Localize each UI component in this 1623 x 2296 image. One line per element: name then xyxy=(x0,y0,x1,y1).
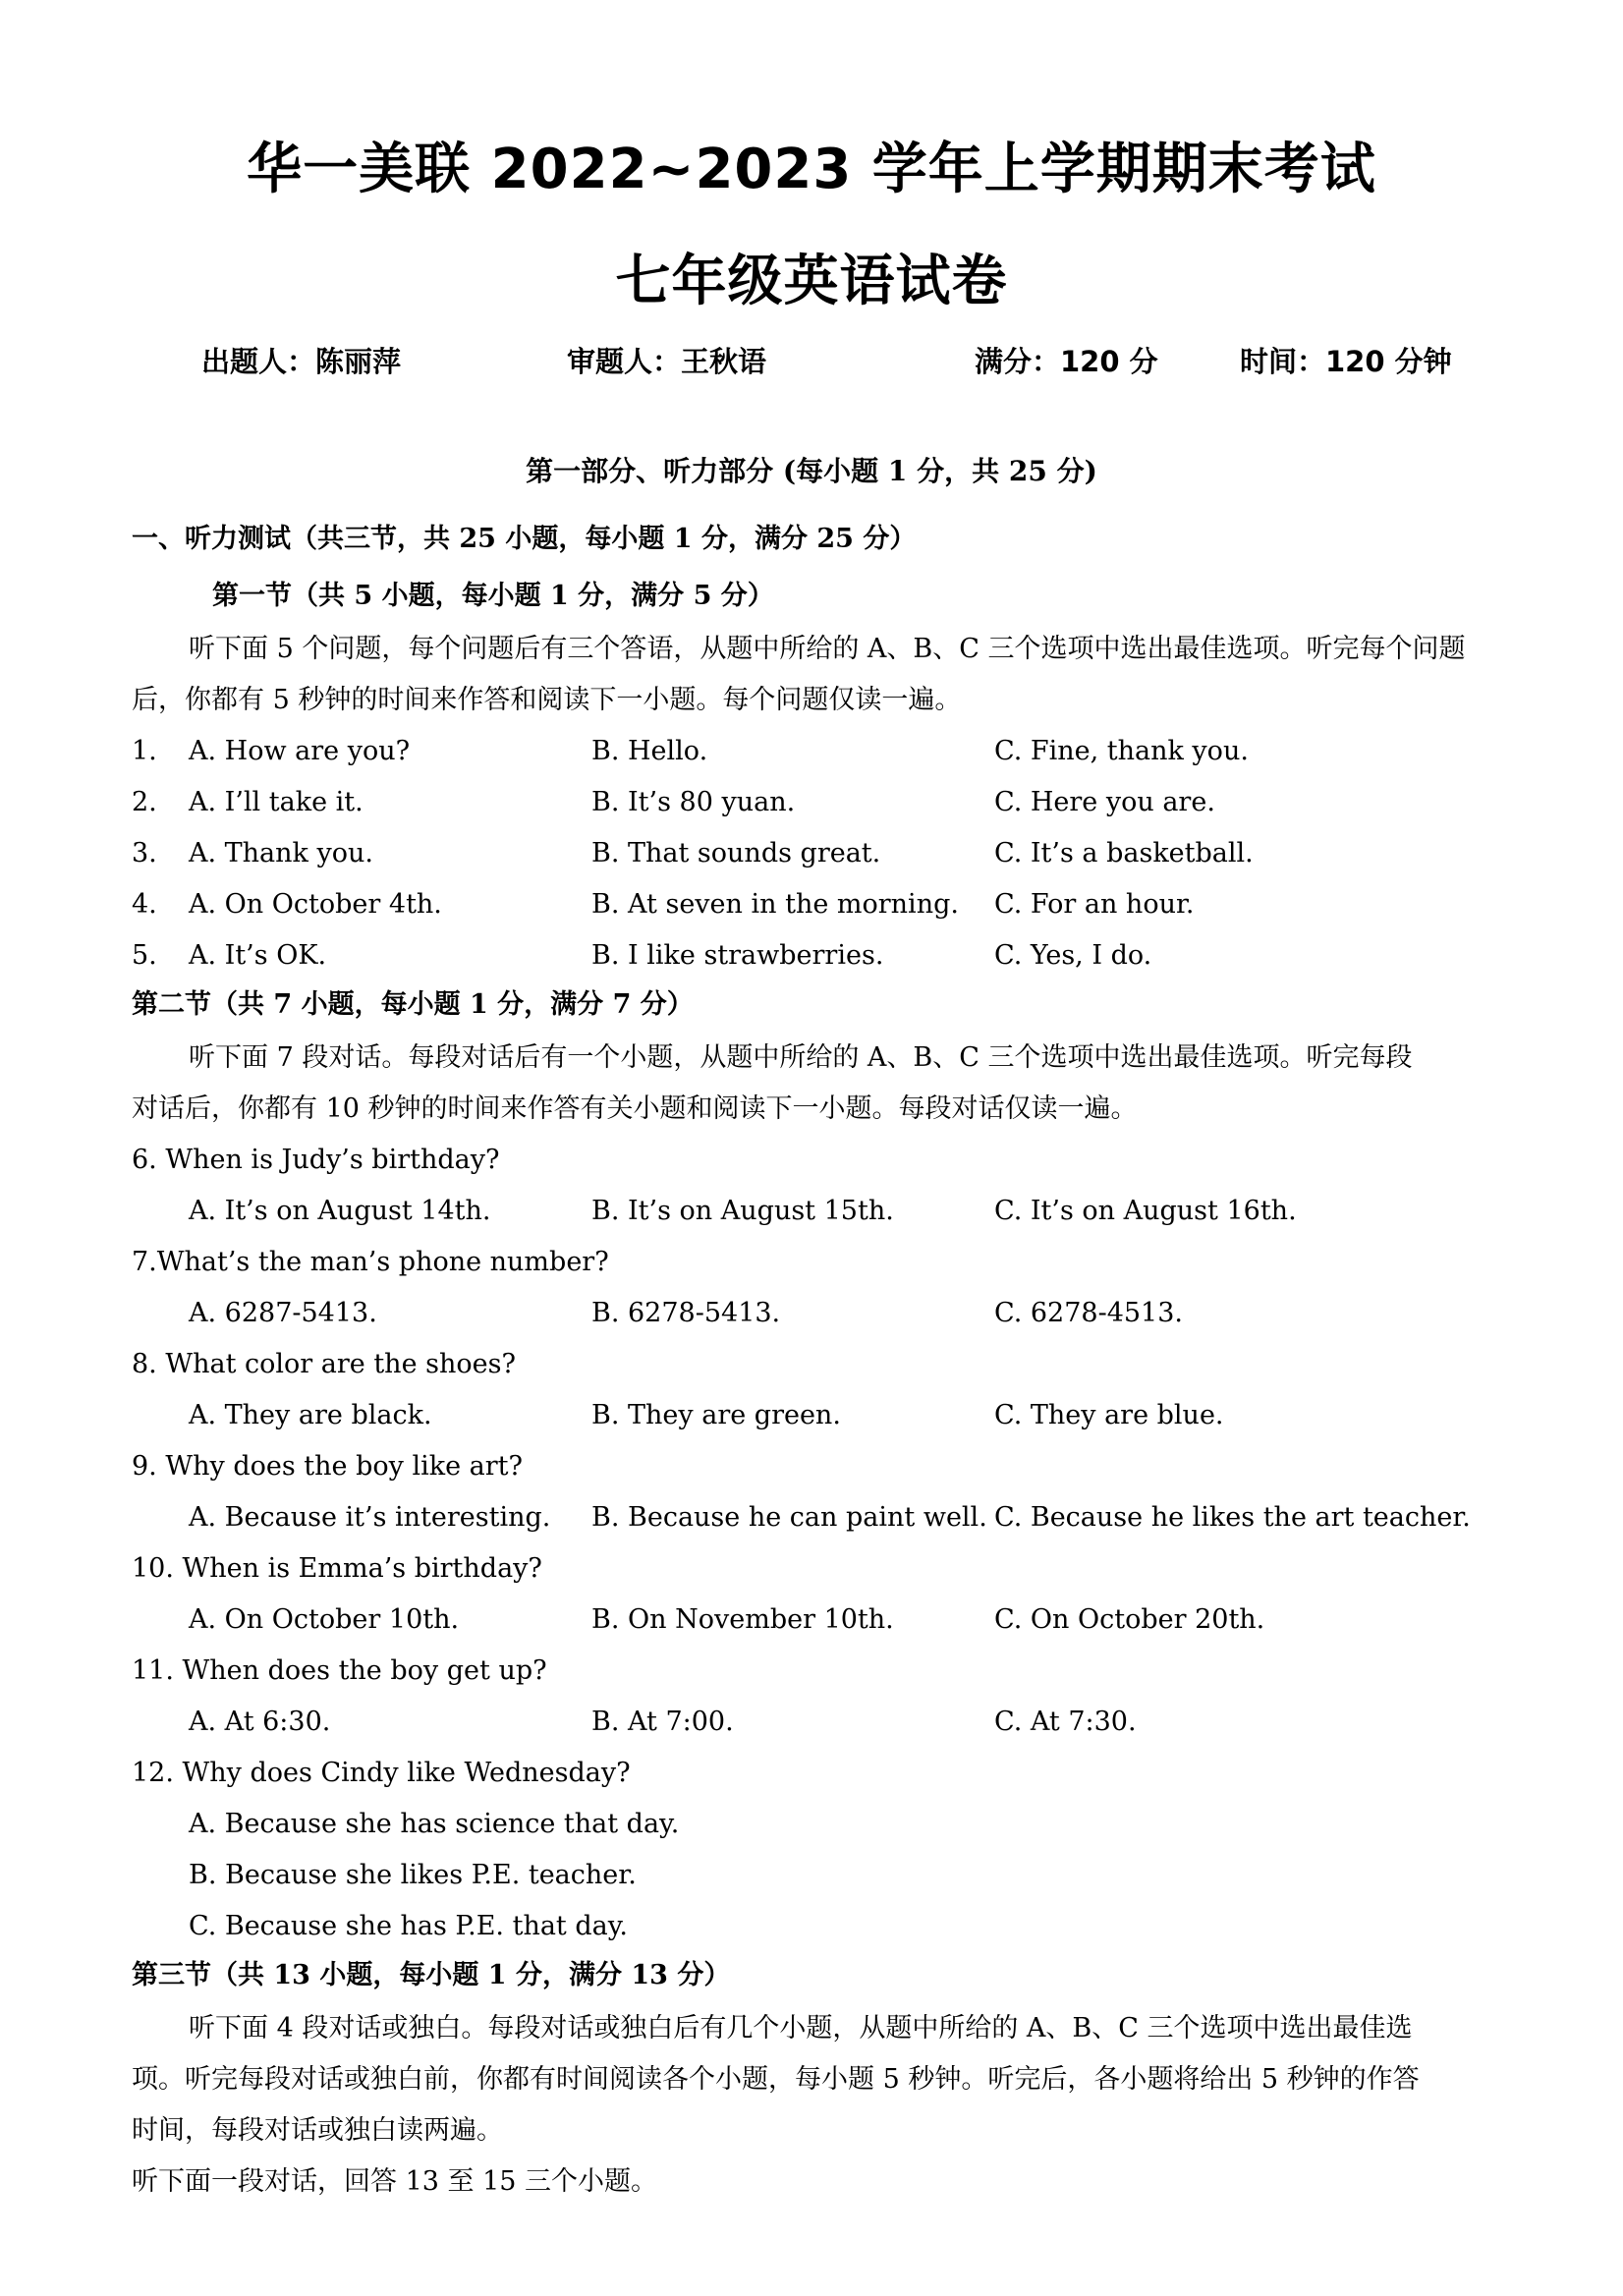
question-text: 8. What color are the shoes? xyxy=(132,1349,516,1379)
option-a: A. I’ll take it. xyxy=(189,787,364,817)
question-text: 10. When is Emma’s birthday? xyxy=(132,1553,542,1584)
author-label: 出题人：陈丽萍 xyxy=(201,345,402,378)
option-c: C. Here you are. xyxy=(994,787,1215,817)
option-c: C. It’s on August 16th. xyxy=(994,1196,1297,1226)
exam-subtitle: 七年级英语试卷 xyxy=(615,250,1008,313)
option-b: B. At 7:00. xyxy=(591,1707,734,1737)
option-c: C. At 7:30. xyxy=(994,1707,1137,1737)
exam-title: 华一美联 2022~2023 学年上学期期末考试 xyxy=(247,138,1376,201)
time-label: 时间：120 分钟 xyxy=(1240,345,1452,378)
option-b: B. On November 10th. xyxy=(591,1604,894,1635)
question-text: 9. Why does the boy like art? xyxy=(132,1451,523,1482)
option-c: C. Because he likes the art teacher. xyxy=(994,1502,1471,1533)
question-text: 11. When does the boy get up? xyxy=(132,1655,547,1686)
listening-section-title: 一、听力测试（共三节，共 25 小题，每小题 1 分，满分 25 分） xyxy=(132,524,917,554)
section1-title: 第一节（共 5 小题，每小题 1 分，满分 5 分） xyxy=(212,581,774,611)
question-number: 4. xyxy=(132,889,157,920)
option-b: B. They are green. xyxy=(591,1400,841,1430)
option-b: B. I like strawberries. xyxy=(591,940,884,971)
part1-heading: 第一部分、听力部分 (每小题 1 分，共 25 分) xyxy=(526,455,1097,487)
option-b: B. At seven in the morning. xyxy=(591,889,959,920)
options-row xyxy=(0,1195,1623,1228)
option-b: B. Because he can paint well. xyxy=(591,1502,987,1533)
question-number: 1. xyxy=(132,736,157,766)
question-number: 3. xyxy=(132,838,157,868)
option-b: B. That sounds great. xyxy=(591,838,881,868)
option-b: B. Because she likes P.E. teacher. xyxy=(189,1860,637,1890)
question-row xyxy=(0,939,1623,973)
option-c: C. Yes, I do. xyxy=(994,940,1152,971)
section3-instruction-cont: 项。听完每段对话或独白前，你都有时间阅读各个小题，每小题 5 秒钟。听完后，各小题将给出 5 秒钟的作答 xyxy=(132,2064,1420,2095)
option-c: C. For an hour. xyxy=(994,889,1195,920)
question-row xyxy=(0,786,1623,819)
option-c: C. Fine, thank you. xyxy=(994,736,1249,766)
section3-instruction-cont2: 时间，每段对话或独白读两遍。 xyxy=(132,2115,503,2146)
option-a: A. 6287-5413. xyxy=(189,1298,377,1328)
option-a: A. On October 10th. xyxy=(189,1604,460,1635)
score-label: 满分：120 分 xyxy=(975,345,1158,378)
option-c: C. Because she has P.E. that day. xyxy=(189,1911,628,1941)
options-row xyxy=(0,1706,1623,1739)
question-row xyxy=(0,888,1623,922)
option-a: A. On October 4th. xyxy=(189,889,442,920)
option-c: C. They are blue. xyxy=(994,1400,1224,1430)
options-row xyxy=(0,1501,1623,1535)
option-a: A. They are black. xyxy=(189,1400,432,1430)
section3-instruction: 听下面 4 段对话或独白。每段对话或独白后有几个小题，从题中所给的 A、B、C 三个选项中选出最佳选 xyxy=(189,2013,1413,2044)
question-number: 5. xyxy=(132,940,157,971)
option-c: C. It’s a basketball. xyxy=(994,838,1254,868)
question-text: 6. When is Judy’s birthday? xyxy=(132,1145,500,1175)
option-c: C. 6278-4513. xyxy=(994,1298,1183,1328)
question-row xyxy=(0,837,1623,870)
option-a: A. It’s OK. xyxy=(189,940,327,971)
options-row xyxy=(0,1399,1623,1432)
dialogue-instruction: 听下面一段对话，回答 13 至 15 三个小题。 xyxy=(132,2166,658,2197)
section2-instruction: 听下面 7 段对话。每段对话后有一个小题，从题中所给的 A、B、C 三个选项中选出最佳选项。听完每段 xyxy=(189,1042,1413,1073)
option-a: A. At 6:30. xyxy=(189,1707,331,1737)
section1-instruction: 听下面 5 个问题，每个问题后有三个答语，从题中所给的 A、B、C 三个选项中选出最佳选项。听完每个问题 xyxy=(189,634,1466,664)
option-b: B. 6278-5413. xyxy=(591,1298,781,1328)
reviewer-label: 审题人：王秋语 xyxy=(567,345,767,378)
option-a: A. Thank you. xyxy=(189,838,373,868)
option-a: A. How are you? xyxy=(189,736,411,766)
section2-instruction-cont: 对话后，你都有 10 秒钟的时间来作答有关小题和阅读下一小题。每段对话仅读一遍。 xyxy=(132,1093,1138,1124)
options-row xyxy=(0,1297,1623,1330)
section3-title: 第三节（共 13 小题，每小题 1 分，满分 13 分） xyxy=(132,1960,731,1990)
options-row xyxy=(0,1603,1623,1637)
question-text: 7.What’s the man’s phone number? xyxy=(132,1247,609,1277)
section2-title: 第二节（共 7 小题，每小题 1 分，满分 7 分） xyxy=(132,989,694,1020)
option-b: B. It’s on August 15th. xyxy=(591,1196,894,1226)
option-b: B. Hello. xyxy=(591,736,708,766)
option-a: A. Because she has science that day. xyxy=(189,1809,680,1839)
section1-instruction-cont: 后，你都有 5 秒钟的时间来作答和阅读下一小题。每个问题仅读一遍。 xyxy=(132,685,962,715)
option-a: A. It’s on August 14th. xyxy=(189,1196,491,1226)
question-number: 2. xyxy=(132,787,157,817)
question-text: 12. Why does Cindy like Wednesday? xyxy=(132,1758,631,1788)
option-a: A. Because it’s interesting. xyxy=(189,1502,551,1533)
option-c: C. On October 20th. xyxy=(994,1604,1265,1635)
question-row xyxy=(0,735,1623,768)
option-b: B. It’s 80 yuan. xyxy=(591,787,796,817)
